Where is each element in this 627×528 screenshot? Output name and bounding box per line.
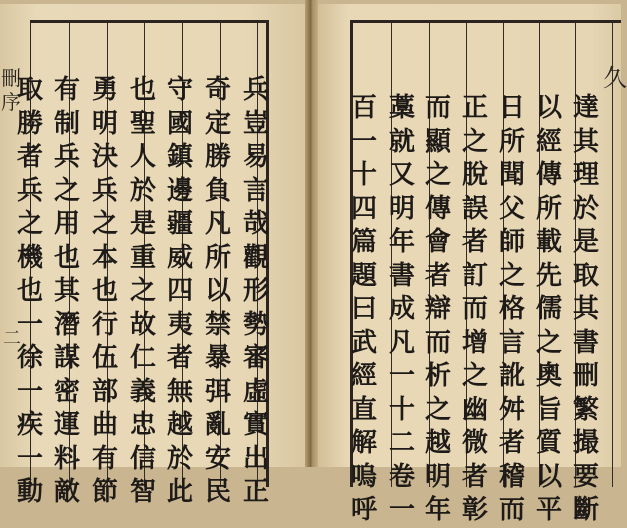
column-rule bbox=[612, 23, 613, 487]
text-column: 守 國 鎮 邊 疆 威 四 夷 者 無 越 於 此 bbox=[166, 75, 193, 507]
text-column: 也 聖 人 於 是 重 之 故 仁 義 忠 信 智 bbox=[129, 75, 156, 507]
text-column: 兵 豈 易 言 哉 觀 形 勢 審 虛 實 出 正 bbox=[242, 75, 269, 507]
text-column: 藁 就 又 明 年 書 成 凡 一 十 二 卷 一 bbox=[388, 93, 415, 525]
text-column: 百 一 十 四 篇 題 曰 武 經 直 解 嗚 呼 bbox=[350, 93, 377, 525]
page-number-mark: 二 bbox=[3, 328, 21, 349]
text-column: 以 經 傳 所 載 先 儒 之 奧 旨 質 以 平 bbox=[535, 93, 562, 525]
text-column: 奇 定 勝 負 凡 所 以 禁 暴 弭 亂 安 民 bbox=[204, 75, 231, 507]
left-page bbox=[0, 4, 305, 507]
text-column: 而 顯 之 傳 會 者 辯 而 析 之 越 明 年 bbox=[424, 93, 451, 525]
text-column: 有 制 兵 之 用 也 其 潛 謀 密 運 料 敵 bbox=[53, 75, 80, 507]
text-column: 勇 明 決 兵 之 本 也 行 伍 部 曲 有 節 bbox=[91, 75, 118, 507]
text-column: 達 其 理 於 是 取 其 書 刪 繁 撮 要 斷 bbox=[572, 93, 599, 525]
edge-character: 久 bbox=[603, 64, 627, 92]
book-gutter bbox=[305, 0, 318, 467]
text-column: 取 勝 者 兵 之 機 也 一 徐 一 疾 一 動 bbox=[16, 75, 43, 507]
right-page bbox=[318, 4, 627, 525]
side-title-vertical: 刪 序 bbox=[1, 66, 21, 114]
text-column: 日 所 聞 父 師 之 格 言 訛 舛 者 稽 而 bbox=[498, 93, 525, 525]
text-column: 正 之 脫 誤 者 訂 而 增 之 幽 微 者 彰 bbox=[461, 93, 488, 525]
